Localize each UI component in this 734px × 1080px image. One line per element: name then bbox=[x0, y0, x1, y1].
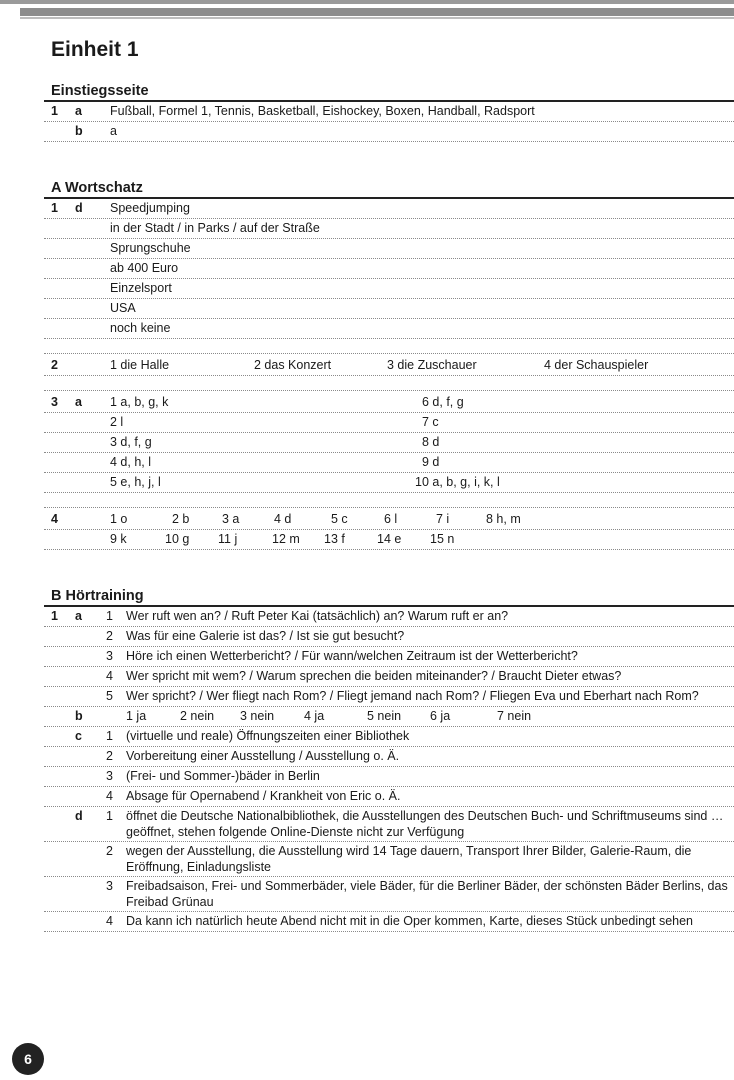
answer-row bbox=[44, 199, 734, 219]
exercise-letter: d bbox=[75, 201, 83, 215]
answer-row bbox=[44, 219, 734, 239]
answer-item: 8 d bbox=[422, 435, 440, 449]
answer-item: 2 b bbox=[172, 512, 190, 526]
item-number: 1 bbox=[106, 729, 113, 743]
answer-text: USA bbox=[110, 301, 136, 315]
answer-item: 3 a bbox=[222, 512, 240, 526]
item-number: 4 bbox=[106, 914, 113, 928]
section-title: B Hörtraining bbox=[51, 588, 144, 604]
answer-item: 2 nein bbox=[180, 709, 215, 723]
answer-text: Wer spricht? / Wer fliegt nach Rom? / Fliegt jemand nach Rom? / Fliegen Eva und Eberhart nach Rom? bbox=[126, 689, 699, 703]
answer-item: 6 ja bbox=[430, 709, 451, 723]
answer-item: 3 nein bbox=[240, 709, 275, 723]
item-number: 1 bbox=[106, 609, 113, 623]
answer-item: 5 e, h, j, l bbox=[110, 475, 161, 489]
blank-row bbox=[44, 493, 734, 508]
answer-item: 15 n bbox=[430, 532, 455, 546]
answer-item: 1 ja bbox=[126, 709, 147, 723]
answer-row bbox=[44, 239, 734, 259]
section-einstiegsseite bbox=[44, 82, 734, 142]
answer-text: a bbox=[110, 124, 117, 138]
answer-text: Da kann ich natürlich heute Abend nicht mit in die Oper kommen, Karte, dieses Stück unbedingt sehen bbox=[126, 914, 693, 928]
answer-row bbox=[44, 607, 734, 627]
answer-text: öffnet die Deutsche Nationalbibliothek, die Ausstellungen des Deutschen Buch- und Schriftmuseums sind … geöffnet, stehen folgende Online-Dienste nicht zur Verfügung bbox=[126, 809, 724, 839]
answer-text: ab 400 Euro bbox=[110, 261, 179, 275]
item-number: 4 bbox=[106, 789, 113, 803]
section-title: A Wortschatz bbox=[51, 180, 143, 196]
answer-text: Absage für Opernabend / Krankheit von Eric o. Ä. bbox=[126, 789, 401, 803]
item-number: 4 bbox=[106, 669, 113, 683]
answer-item: 5 nein bbox=[367, 709, 402, 723]
exercise-number: 1 bbox=[51, 201, 58, 215]
answer-row bbox=[44, 393, 734, 413]
top-band-bar-1 bbox=[0, 0, 734, 4]
answer-item: 7 nein bbox=[497, 709, 532, 723]
exercise-letter: c bbox=[75, 729, 82, 743]
answer-item: 2 l bbox=[110, 415, 124, 429]
item-number: 2 bbox=[106, 844, 113, 858]
answer-text: Einzelsport bbox=[110, 281, 172, 295]
answer-item: 4 ja bbox=[304, 709, 325, 723]
answer-row bbox=[44, 767, 734, 787]
exercise-letter: d bbox=[75, 809, 83, 823]
exercise-letter: a bbox=[75, 609, 82, 623]
answer-item: 14 e bbox=[377, 532, 402, 546]
answer-row bbox=[44, 102, 734, 122]
answer-item: 11 j bbox=[218, 532, 238, 546]
answer-row bbox=[44, 453, 734, 473]
answer-item: 4 d, h, l bbox=[110, 455, 151, 469]
answer-text: Speedjumping bbox=[110, 201, 190, 215]
item-number: 3 bbox=[106, 769, 113, 783]
exercise-letter: a bbox=[75, 395, 82, 409]
answer-item: 7 i bbox=[436, 512, 450, 526]
answer-item: 3 die Zuschauer bbox=[387, 358, 477, 372]
answer-row bbox=[44, 912, 734, 932]
answer-text: Wer spricht mit wem? / Warum sprechen die beiden miteinander? / Braucht Dieter etwas? bbox=[126, 669, 622, 683]
answer-text: in der Stadt / in Parks / auf der Straße bbox=[110, 221, 320, 235]
answer-row bbox=[44, 356, 734, 376]
section-wortschatz bbox=[44, 179, 734, 550]
exercise-letter: a bbox=[75, 104, 82, 118]
answer-row bbox=[44, 787, 734, 807]
answer-row bbox=[44, 259, 734, 279]
answer-item: 8 h, m bbox=[486, 512, 521, 526]
exercise-letter: b bbox=[75, 709, 83, 723]
answer-text: Fußball, Formel 1, Tennis, Basketball, Eishockey, Boxen, Handball, Radsport bbox=[110, 104, 535, 118]
section-hoertraining bbox=[44, 587, 734, 932]
top-band-bar-3 bbox=[20, 17, 734, 19]
item-number: 5 bbox=[106, 689, 113, 703]
answer-row bbox=[44, 627, 734, 647]
answer-row bbox=[44, 687, 734, 707]
answer-row bbox=[44, 433, 734, 453]
answer-row bbox=[44, 530, 734, 550]
answer-text: Sprungschuhe bbox=[110, 241, 191, 255]
top-band-bar-2 bbox=[20, 8, 734, 16]
answer-item: 1 a, b, g, k bbox=[110, 395, 169, 409]
answer-row bbox=[44, 122, 734, 142]
answer-text: Vorbereitung einer Ausstellung / Ausstellung o. Ä. bbox=[126, 749, 400, 763]
answer-row bbox=[44, 667, 734, 687]
answer-text: Freibadsaison, Frei- und Sommerbäder, viele Bäder, für die Berliner Bäder, der schönsten Bäder Berlins, das Freibad Grünau bbox=[126, 879, 728, 909]
answer-text: Wer ruft wen an? / Ruft Peter Kai (tatsächlich) an? Warum ruft er an? bbox=[126, 609, 509, 623]
answer-row bbox=[44, 807, 734, 842]
answer-row bbox=[44, 647, 734, 667]
answer-item: 6 d, f, g bbox=[422, 395, 464, 409]
answer-text: (Frei- und Sommer-)bäder in Berlin bbox=[126, 769, 320, 783]
answer-row bbox=[44, 747, 734, 767]
answer-item: 3 d, f, g bbox=[110, 435, 152, 449]
exercise-number: 4 bbox=[51, 512, 58, 526]
item-number: 3 bbox=[106, 649, 113, 663]
answer-item: 6 l bbox=[384, 512, 398, 526]
answer-text: noch keine bbox=[110, 321, 171, 335]
answer-item: 1 o bbox=[110, 512, 128, 526]
item-number: 3 bbox=[106, 879, 113, 893]
answer-item: 13 f bbox=[324, 532, 345, 546]
answer-item: 10 a, b, g, i, k, l bbox=[415, 475, 500, 489]
exercise-number: 2 bbox=[51, 358, 58, 372]
answer-text: Was für eine Galerie ist das? / Ist sie gut besucht? bbox=[126, 629, 405, 643]
item-number: 1 bbox=[106, 809, 113, 823]
answer-row bbox=[44, 413, 734, 433]
answer-row bbox=[44, 319, 734, 339]
answer-item: 4 der Schauspieler bbox=[544, 358, 649, 372]
answer-row bbox=[44, 727, 734, 747]
exercise-letter: b bbox=[75, 124, 83, 138]
answer-item: 12 m bbox=[272, 532, 300, 546]
exercise-number: 1 bbox=[51, 104, 58, 118]
answer-item: 9 d bbox=[422, 455, 440, 469]
section-title: Einstiegsseite bbox=[51, 83, 149, 99]
top-band bbox=[0, 0, 734, 22]
answer-item: 2 das Konzert bbox=[254, 358, 332, 372]
exercise-number: 3 bbox=[51, 395, 58, 409]
blank-row bbox=[44, 339, 734, 354]
answer-row bbox=[44, 842, 734, 877]
answer-row bbox=[44, 299, 734, 319]
exercise-number: 1 bbox=[51, 609, 58, 623]
answer-text: wegen der Ausstellung, die Ausstellung wird 14 Tage dauern, Transport Ihrer Bilder, Galerie-Raum, die Eröffnung, Einladungsliste bbox=[126, 844, 692, 874]
answer-row bbox=[44, 877, 734, 912]
answer-row bbox=[44, 279, 734, 299]
answer-item: 7 c bbox=[422, 415, 439, 429]
answer-row bbox=[44, 707, 734, 727]
unit-title: Einheit 1 bbox=[51, 38, 139, 61]
answer-text: Höre ich einen Wetterbericht? / Für wann/welchen Zeitraum ist der Wetterbericht? bbox=[126, 649, 578, 663]
answer-item: 9 k bbox=[110, 532, 127, 546]
answer-item: 1 die Halle bbox=[110, 358, 170, 372]
answer-item: 10 g bbox=[165, 532, 190, 546]
item-number: 2 bbox=[106, 749, 113, 763]
page-number-badge: 6 bbox=[12, 1043, 44, 1075]
answer-row bbox=[44, 510, 734, 530]
answer-item: 5 c bbox=[331, 512, 348, 526]
answer-row bbox=[44, 473, 734, 493]
blank-row bbox=[44, 376, 734, 391]
answer-item: 4 d bbox=[274, 512, 292, 526]
answer-text: (virtuelle und reale) Öffnungszeiten einer Bibliothek bbox=[126, 729, 410, 743]
item-number: 2 bbox=[106, 629, 113, 643]
